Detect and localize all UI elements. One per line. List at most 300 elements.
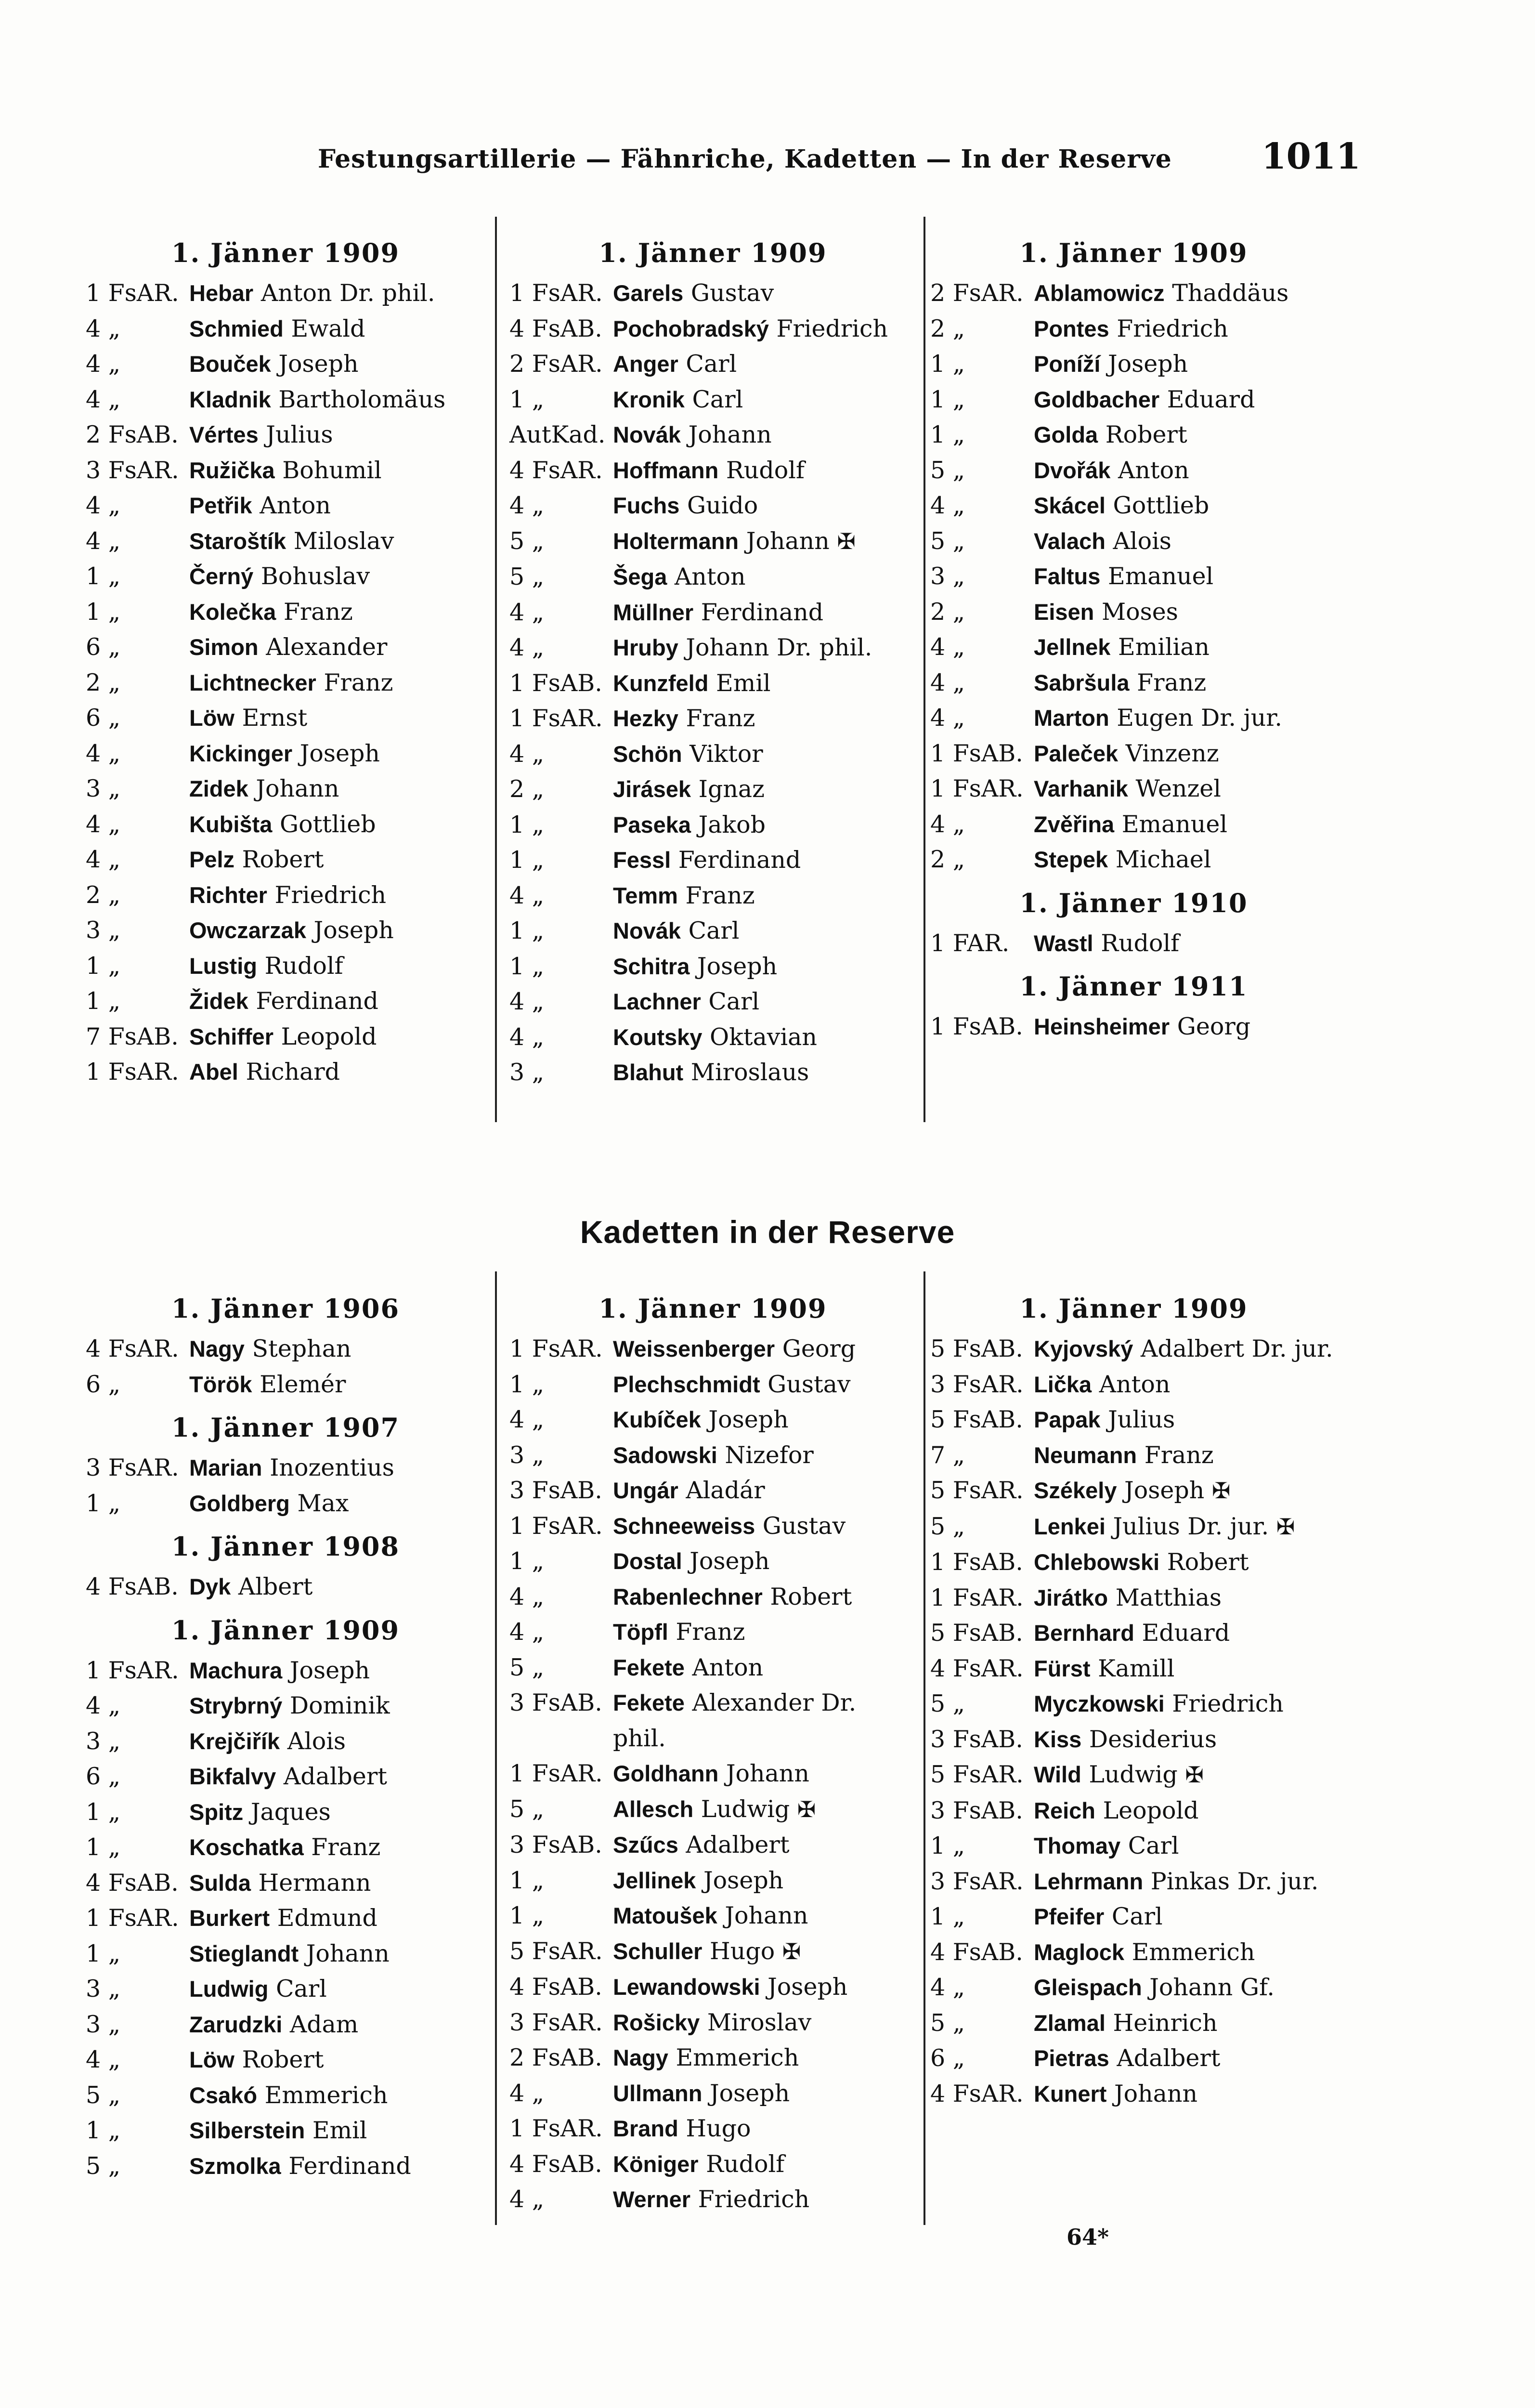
roster-entry — [86, 842, 485, 877]
given-name: Johann — [306, 1939, 390, 1967]
unit-rank: 5 „ — [509, 1653, 545, 1681]
given-name: Michael — [1115, 846, 1211, 873]
unit-rank: 4 „ — [509, 1406, 545, 1433]
person-name — [189, 1367, 485, 1402]
roster-entry — [930, 1615, 1337, 1651]
given-name: Carl — [686, 350, 737, 378]
roster-entry — [509, 1331, 916, 1367]
unit-rank: 1 „ — [509, 917, 545, 944]
roster-entry — [930, 1935, 1337, 1970]
roster-entry — [930, 1509, 1337, 1545]
roster-entry — [509, 523, 916, 560]
date-heading: 1. Jänner 1906 — [171, 1293, 400, 1324]
surname: Papak — [1034, 1407, 1101, 1432]
unit-rank: 3 FsAR. — [930, 1867, 1024, 1895]
person-name — [613, 346, 916, 382]
given-name: Thaddäus — [1172, 279, 1289, 307]
unit-rank: 4 „ — [86, 385, 121, 413]
person-name — [1034, 1935, 1337, 1970]
roster-entry — [86, 2148, 485, 2184]
given-name: Miloslav — [293, 527, 394, 555]
person-name — [1034, 1828, 1337, 1864]
unit-rank: 4 „ — [930, 633, 965, 661]
person-name — [1034, 1722, 1337, 1757]
surname: Kunert — [1034, 2081, 1107, 2107]
surname: Kyjovský — [1034, 1336, 1133, 1361]
date-heading: 1. Jänner 1907 — [171, 1412, 400, 1443]
given-name: Eugen Dr. jur. — [1117, 704, 1282, 732]
unit-rank: 4 „ — [509, 2079, 545, 2107]
roster-entry — [86, 736, 485, 772]
unit-rank: 4 „ — [86, 492, 121, 519]
roster-entry — [509, 1055, 916, 1090]
roster-entry — [86, 1019, 485, 1055]
given-name: Carl — [1111, 1903, 1163, 1930]
surname: Myczkowski — [1034, 1691, 1165, 1716]
unit-rank: 3 „ — [86, 2010, 121, 2038]
folio-mark: 64* — [1067, 2224, 1109, 2250]
roster-entry — [509, 346, 916, 382]
roster-entry — [509, 736, 916, 772]
unit-rank: 1 FsAR. — [509, 279, 603, 307]
unit-rank: 3 FsAR. — [930, 1370, 1024, 1398]
roster-entry — [86, 1331, 485, 1367]
given-name: Joseph — [710, 2079, 790, 2107]
surname: Chlebowski — [1034, 1549, 1160, 1575]
surname: Ludwig — [189, 1976, 269, 2002]
roster-entry — [86, 346, 485, 382]
person-name — [613, 1685, 916, 1756]
person-name — [189, 1830, 485, 1865]
given-name: Jakob — [698, 811, 766, 838]
person-name — [189, 1569, 485, 1605]
unit-rank: 2 FsAR. — [930, 279, 1024, 307]
unit-rank: 1 „ — [86, 1489, 121, 1517]
given-name: Elemér — [260, 1370, 346, 1398]
surname: Szmolka — [189, 2153, 281, 2179]
roster-entry — [86, 948, 485, 984]
unit-rank: 1 „ — [509, 952, 545, 980]
surname: Löw — [189, 705, 234, 731]
unit-rank: 6 „ — [930, 2044, 965, 2072]
person-name — [613, 1934, 916, 1970]
roster-entry — [930, 807, 1337, 842]
given-name: Dominik — [289, 1692, 390, 1719]
surname: Skácel — [1034, 493, 1106, 518]
person-name — [1034, 523, 1337, 559]
person-name — [613, 2005, 916, 2041]
surname: Stepek — [1034, 847, 1108, 872]
given-name: Anton — [692, 1653, 764, 1681]
surname: Lewandowski — [613, 1974, 760, 2000]
surname: Csakó — [189, 2082, 258, 2108]
unit-rank: 1 FsAR. — [86, 1656, 179, 1684]
person-name — [1034, 1367, 1337, 1402]
given-name: Leopold — [281, 1022, 377, 1050]
unit-rank: 6 „ — [86, 704, 121, 732]
roster-entry — [509, 311, 916, 347]
person-name — [189, 1794, 485, 1830]
person-name — [189, 346, 485, 382]
roster-entry — [930, 1793, 1337, 1829]
unit-rank: 5 „ — [86, 2081, 121, 2109]
roster-entry — [509, 1367, 916, 1402]
given-name: Heinrich — [1113, 2009, 1218, 2037]
roster-entry — [86, 1688, 485, 1724]
roster-entry — [86, 1759, 485, 1794]
person-name — [613, 1473, 916, 1508]
roster-entry — [509, 488, 916, 523]
unit-rank: 2 FsAB. — [86, 421, 179, 448]
unit-rank: 6 „ — [86, 633, 121, 661]
given-name: Stephan — [252, 1335, 351, 1362]
surname: Holtermann — [613, 528, 739, 554]
person-name — [189, 2042, 485, 2078]
person-name — [189, 2007, 485, 2042]
surname: Lustig — [189, 953, 257, 979]
given-name: Franz — [1137, 668, 1207, 696]
given-name: Ferdinand — [256, 987, 378, 1015]
person-name — [613, 488, 916, 523]
surname: Török — [189, 1371, 252, 1397]
surname: Machura — [189, 1657, 283, 1683]
surname: Goldhann — [613, 1761, 719, 1786]
given-name: Johann — [1114, 2080, 1198, 2107]
unit-rank: 4 „ — [930, 1974, 965, 2001]
person-name — [1034, 1864, 1337, 1899]
unit-rank: 4 FsAB. — [930, 1938, 1023, 1966]
surname: Richter — [189, 882, 267, 908]
unit-rank: 1 „ — [509, 846, 545, 874]
person-name — [1034, 736, 1337, 772]
person-name — [613, 2182, 916, 2217]
given-name: Matthias — [1115, 1584, 1222, 1611]
given-name: Joseph — [768, 1973, 848, 2001]
surname: Dvořák — [1034, 457, 1111, 483]
cross-icon: ✠ — [1276, 1513, 1295, 1540]
roster-entry — [86, 1450, 485, 1486]
unit-rank: 3 „ — [86, 1975, 121, 2002]
given-name: Emilian — [1118, 633, 1210, 661]
unit-rank: 4 „ — [86, 314, 121, 342]
unit-rank: 2 „ — [930, 598, 965, 626]
given-name: Ludwig — [1089, 1761, 1178, 1788]
given-name: Julius Dr. jur. — [1113, 1512, 1269, 1540]
person-name — [613, 382, 916, 418]
roster-entry — [86, 2113, 485, 2148]
date-heading: 1. Jänner 1909 — [1019, 237, 1248, 268]
person-name — [613, 666, 916, 701]
given-name: Kamill — [1098, 1654, 1175, 1682]
given-name: Gustav — [690, 279, 774, 307]
person-name — [613, 984, 916, 1020]
roster-entry — [930, 1686, 1337, 1722]
unit-rank: 1 FsAR. — [930, 775, 1024, 802]
surname: Maglock — [1034, 1939, 1125, 1965]
roster-entry — [509, 984, 916, 1020]
given-name: Franz — [324, 668, 393, 696]
surname: Bikfalvy — [189, 1764, 276, 1789]
surname: Novák — [613, 918, 681, 943]
unit-rank: 5 „ — [930, 1512, 965, 1540]
surname: Szűcs — [613, 1832, 678, 1858]
person-name — [189, 275, 485, 311]
roster-entry — [86, 1971, 485, 2007]
roster-entry — [930, 1828, 1337, 1864]
unit-rank: 1 „ — [86, 598, 121, 626]
given-name: Johann — [746, 527, 830, 555]
surname: Lichtnecker — [189, 669, 316, 695]
given-name: Joseph — [697, 952, 778, 980]
unit-rank: 2 „ — [930, 314, 965, 342]
person-name — [1034, 594, 1337, 630]
roster-entry — [509, 1402, 916, 1438]
surname: Hebar — [189, 280, 254, 306]
roster-entry — [509, 1969, 916, 2005]
person-name — [189, 1865, 485, 1901]
roster-entry — [86, 771, 485, 807]
given-name: Joseph — [313, 916, 394, 944]
roster-entry — [509, 1508, 916, 1544]
roster-entry — [509, 1934, 916, 1970]
surname: Paleček — [1034, 740, 1119, 766]
roster-entry — [930, 1438, 1337, 1473]
given-name: Emmerich — [264, 2081, 388, 2109]
given-name: Emil — [312, 2117, 367, 2144]
cross-icon: ✠ — [782, 1938, 801, 1964]
person-name — [1034, 453, 1337, 488]
roster-entry — [930, 771, 1337, 807]
unit-rank: 1 FsAR. — [930, 1584, 1024, 1611]
roster-entry — [86, 2042, 485, 2078]
roster-entry — [86, 311, 485, 347]
page-number: 1011 — [1262, 136, 1361, 177]
person-name — [189, 700, 485, 736]
surname: Fekete — [613, 1654, 685, 1680]
given-name: Franz — [685, 881, 755, 909]
surname: Goldbacher — [1034, 386, 1160, 412]
surname: Kubišta — [189, 811, 273, 837]
surname: Fekete — [613, 1690, 685, 1715]
given-name: Johann — [725, 1902, 808, 1929]
person-name — [189, 913, 485, 948]
unit-rank: 5 „ — [509, 563, 545, 590]
given-name: Max — [297, 1489, 349, 1517]
surname: Reich — [1034, 1797, 1095, 1823]
person-name — [189, 1331, 485, 1367]
unit-rank: 3 FsAB. — [930, 1796, 1023, 1824]
roster-entry — [509, 417, 916, 453]
unit-rank: 1 FsAR. — [509, 1760, 603, 1787]
unit-rank: 3 FsAR. — [509, 2008, 603, 2036]
person-name — [189, 1019, 485, 1055]
given-name: Aladár — [686, 1477, 765, 1504]
roster-entry — [509, 913, 916, 949]
unit-rank: 4 „ — [86, 739, 121, 767]
person-name — [1034, 346, 1337, 382]
person-name — [613, 1020, 916, 1055]
roster-entry — [930, 417, 1337, 453]
surname: Varhanik — [1034, 776, 1128, 801]
surname: Pfeifer — [1034, 1904, 1105, 1929]
person-name — [189, 1936, 485, 1972]
given-name: Gottlieb — [1113, 492, 1210, 519]
given-name: Gustav — [768, 1370, 851, 1398]
given-name: Carl — [276, 1975, 327, 2002]
unit-rank: 4 FsAB. — [509, 1973, 602, 2001]
roster-entry — [930, 1009, 1337, 1045]
person-name — [189, 1486, 485, 1521]
surname: Lehrmann — [1034, 1868, 1144, 1894]
surname: Schiffer — [189, 1023, 273, 1049]
unit-rank: 4 „ — [509, 881, 545, 909]
surname: Paseka — [613, 811, 691, 838]
person-name — [613, 1579, 916, 1615]
given-name: Joseph — [278, 350, 359, 378]
given-name: Georg — [782, 1335, 856, 1362]
unit-rank: 1 FAR. — [930, 929, 1010, 957]
surname: Blahut — [613, 1060, 684, 1085]
roster-entry — [86, 488, 485, 523]
roster-entry — [509, 1685, 916, 1756]
given-name: Albert — [238, 1573, 313, 1600]
unit-rank: 7 „ — [930, 1441, 965, 1469]
surname: Eisen — [1034, 599, 1094, 625]
unit-rank: 1 FsAB. — [930, 1013, 1023, 1040]
person-name — [189, 2148, 485, 2184]
person-name — [189, 594, 485, 630]
unit-rank: 5 „ — [930, 1690, 965, 1717]
roster-entry — [509, 2146, 916, 2182]
unit-rank: 1 FsAB. — [930, 739, 1023, 767]
person-name — [613, 311, 916, 347]
given-name: Bohuslav — [260, 563, 370, 590]
roster-entry — [86, 629, 485, 665]
person-name — [189, 736, 485, 772]
surname: Heinsheimer — [1034, 1014, 1170, 1039]
surname: Nagy — [613, 2045, 668, 2070]
unit-rank: 4 „ — [86, 527, 121, 555]
unit-rank: 1 „ — [509, 1547, 545, 1575]
given-name: Viktor — [689, 740, 763, 768]
column-rule-bottom-2 — [924, 1271, 925, 2225]
given-name: Inozentius — [270, 1454, 394, 1481]
given-name: Ignaz — [698, 775, 765, 803]
given-name: Joseph — [1124, 1477, 1205, 1504]
date-heading: 1. Jänner 1909 — [171, 1614, 400, 1646]
roster-entry — [86, 1367, 485, 1402]
roster-entry — [86, 382, 485, 418]
unit-rank: 3 FsAR. — [86, 456, 179, 484]
person-name — [189, 665, 485, 701]
roster-entry — [86, 275, 485, 311]
unit-rank: 4 FsAR. — [930, 1654, 1024, 1682]
person-name — [189, 771, 485, 807]
roster-entry — [930, 523, 1337, 559]
surname: Matoušek — [613, 1903, 717, 1928]
unit-rank: 1 FsAR. — [509, 705, 603, 732]
roster-entry — [930, 382, 1337, 418]
roster-entry — [930, 1651, 1337, 1687]
roster-entry — [509, 1650, 916, 1686]
person-name — [1034, 1438, 1337, 1473]
given-name: Rudolf — [1101, 929, 1180, 957]
person-name — [1034, 807, 1337, 842]
roster-entry — [86, 1794, 485, 1830]
given-name: Anton — [260, 492, 331, 519]
surname: Kiss — [1034, 1726, 1082, 1752]
roster-entry — [930, 700, 1337, 736]
person-name — [189, 1054, 485, 1090]
surname: Schitra — [613, 953, 690, 979]
given-name: Franz — [686, 705, 755, 732]
person-name — [1034, 2076, 1337, 2112]
surname: Königer — [613, 2151, 699, 2177]
unit-rank: 1 „ — [930, 385, 965, 413]
surname: Lenkei — [1034, 1513, 1106, 1539]
section-title: Kadetten in der Reserve — [580, 1214, 955, 1250]
roster-entry — [86, 559, 485, 594]
given-name: Anton — [1118, 456, 1189, 484]
unit-rank: 1 „ — [86, 1798, 121, 1826]
surname: Dostal — [613, 1548, 682, 1574]
person-name — [613, 1827, 916, 1863]
unit-rank: 4 „ — [509, 598, 545, 626]
roster-entry — [509, 1756, 916, 1792]
unit-rank: 3 FsAB. — [509, 1831, 602, 1858]
given-name: Franz — [1144, 1441, 1214, 1469]
given-name: Rudolf — [726, 456, 805, 484]
unit-rank: 1 „ — [86, 563, 121, 590]
unit-rank: 1 FsAR. — [509, 2115, 603, 2142]
given-name: Guido — [687, 492, 758, 519]
person-name — [189, 629, 485, 665]
given-name: Johann — [688, 421, 772, 448]
roster-entry — [509, 949, 916, 984]
roster-entry — [930, 311, 1337, 347]
surname: Hruby — [613, 635, 678, 660]
roster-entry — [86, 700, 485, 736]
roster-entry — [509, 2182, 916, 2217]
person-name — [613, 1402, 916, 1438]
unit-rank: 1 FsAR. — [509, 1335, 603, 1362]
roster-entry — [509, 1898, 916, 1934]
surname: Poníží — [1034, 351, 1101, 377]
roster-entry — [930, 2041, 1337, 2076]
surname: Krejčiřík — [189, 1728, 280, 1754]
roster-entry — [509, 666, 916, 701]
surname: Stieglandt — [189, 1940, 299, 1966]
surname: Zarudzki — [189, 2011, 283, 2037]
person-name — [613, 1863, 916, 1898]
person-name — [613, 913, 916, 949]
surname: Bouček — [189, 351, 271, 377]
person-name — [613, 1756, 916, 1792]
roster-entry — [509, 2111, 916, 2146]
roster-entry — [509, 595, 916, 630]
person-name — [1034, 1509, 1337, 1545]
unit-rank: 1 „ — [930, 350, 965, 378]
person-name — [1034, 665, 1337, 701]
person-name — [613, 1508, 916, 1544]
person-name — [1034, 1473, 1337, 1509]
given-name: Joseph — [299, 739, 380, 767]
roster-entry — [930, 1367, 1337, 1402]
surname: Fessl — [613, 847, 671, 873]
given-name: Johann Dr. phil. — [686, 634, 872, 661]
roster-entry — [509, 382, 916, 418]
given-name: Ernst — [242, 704, 308, 732]
